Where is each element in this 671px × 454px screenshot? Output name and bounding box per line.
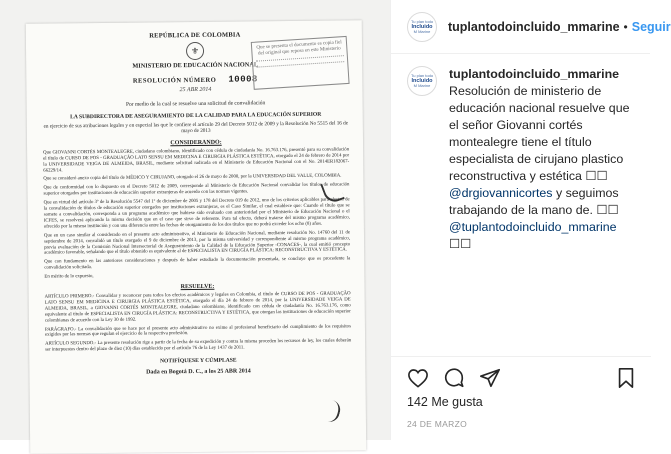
header-username[interactable]: tuplantodoincluido_mmarine	[448, 19, 620, 34]
share-icon[interactable]	[479, 367, 501, 389]
caption-text	[449, 66, 636, 380]
doc-sign-date: 25 ABR 2014	[217, 368, 251, 375]
mention-link[interactable]: @tuplantodoincluido_mmarine	[449, 220, 617, 234]
caption-emoji: ☐☐	[596, 203, 619, 217]
avatar-line-3: M Marine	[413, 28, 431, 34]
doc-paragraph: PARÁGRAFO.- La convalidación que se hace por el presente acto administrativo no exime al profesional beneficiario del cumplimiento de los requisitos exigidos por las normas que regulan el ejercicio de la respectiva profesión.	[44, 323, 351, 339]
comment-icon[interactable]	[443, 367, 465, 389]
avatar-line-1: Tu plan todo	[410, 73, 434, 78]
doc-ministry: MINISTERIO DE EDUCACIÓN NACIONAL	[132, 61, 259, 70]
doc-resuelve: RESUELVE:	[180, 283, 215, 291]
avatar-line-1: Tu plan todo	[410, 18, 434, 24]
doc-paragraph: ARTÍCULO PRIMERO.- Convalidar y reconocer para todos los efectos académicos y legales en Colombia, el título de CURSO DE POS - GRADUAÇÃO LATO SENSU EM MEDICINA E CIRURGIA PLÁSTICA ESTÉTICA, otorgado el día 24 de febrero de 2014, por la UNIVERSIDADE VEIGA DE ALMEIDA, BRASIL, a GIOVANNI CORTÉS MONTEALEGRE, ciudadano colombiano, identificado con cédula de ciudadanía No. 16.763.176, como equivalente al título de ESPECIALISTA EN CIRUGÍA PLÁSTICA: RECONSTRUCTIVA Y ESTÉTICA, que otorgan las instituciones de educación superior colombianas de acuerdo con la Ley 30 de 1992.	[44, 291, 351, 324]
certification-stamp	[251, 36, 350, 90]
doc-notifiquese: NOTIFÍQUESE Y CÚMPLASE	[159, 357, 237, 365]
doc-paragraph: ARTÍCULO SEGUNDO.- La presente resolución rige a partir de la fecha de su expedición y contra la misma proceden los recursos de ley, los cuales deberán ser interpuestos dentro del plazo de diez (10) días establecido por el artículo 76 de la Ley 1437 de 2011.	[45, 338, 352, 353]
avatar[interactable]	[407, 12, 437, 42]
caption-body-2: y seguimos trabajando de la mano de.	[449, 186, 619, 217]
doc-paragraph: Que en virtud del artículo 3º de la Resolución 5547 del 1º de diciembre de 2005 y 178 del Decreto 019 de 2012, uno de los criterios aplicables para efectos de la convalidación de títulos de educación superior otorgados por instituciones extranjeras, es el Caso Similar, el cual establece que: Cuando el título que se somete a convalidación, corresponda a un programa académico que hubiese sido evaluado con anterioridad por el Ministerio de Educación Nacional o el ICFES, se resolverá aplicando la misma decisión que en el caso que sirve de referente. Para tal efecto, deberá tratarse del mismo programa académico, ofrecido por la misma institución y con una diferencia entre las fechas de otorgamiento de los dos títulos que no podrá exceder los ocho (8) años.	[43, 197, 350, 230]
doc-considerando: CONSIDERANDO:	[170, 139, 222, 147]
avatar[interactable]	[407, 66, 437, 96]
caption-username[interactable]: tuplantodoincluido_mmarine	[449, 67, 620, 81]
avatar-line-3: M Marine	[413, 83, 431, 88]
post-header	[391, 0, 671, 54]
doc-por-medio: Por medio de la cual se resuelve una solicitud de convalidación	[125, 100, 266, 108]
doc-resolution-label: RESOLUCIÓN NÚMERO	[132, 76, 217, 85]
handwritten-mark	[323, 399, 342, 424]
follow-button[interactable]: Seguir	[631, 19, 671, 34]
separator-dot: •	[623, 19, 628, 34]
caption-emoji: ☐☐	[585, 169, 608, 183]
doc-paragraph: Que de conformidad con lo dispuesto en el Decreto 5012 de 2009, corresponde al Ministerio de Educación Nacional convalidar los títulos de educación superior otorgados por instituciones de educación superior extranjeras de acuerdo con las normas vigentes.	[43, 182, 350, 197]
caption-section	[391, 54, 650, 380]
doc-heading-sub: en ejercicio de sus atribuciones legales y en especial las que le confiere el artículo 29 del Decreto 5012 de 2009 y la Resolución No 5515 del 16 de mayo de 2013	[43, 120, 349, 135]
doc-resolution-number: 10008	[228, 74, 258, 85]
doc-paragraph: Que con fundamento en las anteriores consideraciones y después de haber estudiado la documentación presentada, se concluye que es procedente la convalidación solicitada.	[44, 256, 351, 271]
avatar-line-2: Incluido	[411, 78, 433, 84]
doc-dada: Dada en Bogotá D. C., a los	[146, 368, 216, 376]
post-date[interactable]: 24 DE MARZO	[407, 419, 467, 429]
doc-paragraph: Que en un caso similar al considerado en el presente acto administrativo, el Ministerio de Educación Nacional, mediante resolución No. 14760 del 11 de septiembre de 2014, convalidó un título otorgado el 9 de diciembre de 2013, por la misma universidad y correspondiente al mismo programa académico, previa evaluación de la Comisión Nacional Intersectorial de Aseguramiento de la Calidad de la Educación Superior -CONACES-, la cual emitió concepto académico favorable, señalando que el título obtenido es equivalente al de ESPECIALISTA EN CIRUGÍA PLÁSTICA: RECONSTRUCTIVA Y ESTÉTICA.	[43, 230, 351, 256]
likes-count[interactable]: 142 Me gusta	[407, 395, 483, 409]
caption-emoji: ☐☐	[449, 237, 472, 251]
resolution-document	[26, 20, 366, 453]
avatar-line-2: Incluido	[411, 23, 433, 30]
bookmark-icon[interactable]	[617, 367, 635, 389]
doc-heading: LA SUBDIRECTORA DE ASEGURAMIENTO DE LA CALIDAD PARA LA EDUCACIÓN SUPERIOR	[70, 111, 322, 121]
heart-icon[interactable]	[407, 368, 429, 388]
post-sidebar	[390, 0, 671, 440]
stamp-text: Que se presenta el documento es copia fiel del original que reposa en este Ministerio	[256, 40, 342, 57]
caption-body: Resolución de ministerio de educación nacional resuelve que el señor Giovanni cortés montealegre tiene el título especialista de cirujano plastico reconstructiva y estética	[449, 84, 630, 183]
doc-paragraph: Que se consideró anexo copia del título de MÉDICO Y CIRUJANO, otorgado el 26 de mayo de 2000, por la UNIVERSIDAD DEL VALLE, COLOMBIA.	[43, 173, 342, 183]
doc-date-stamp: 25 ABR 2014	[179, 86, 212, 94]
doc-republic: REPÚBLICA DE COLOMBIA	[149, 31, 241, 40]
doc-sign-line	[45, 368, 351, 377]
mention-link[interactable]: @drgiovannicortes	[449, 186, 553, 200]
coat-of-arms-icon: ⚜	[186, 42, 204, 60]
doc-paragraph: En mérito de lo expuesto,	[44, 274, 94, 280]
doc-paragraph: Que GIOVANNI CORTÉS MONTEALEGRE, ciudadano colombiano, identificado con cédula de ciudadanía No. 16.763.176, presentó para su convalidación el título de CURSO DE POS - GRADUAÇÃO LATO SENSU EM MEDICINA E CIRURGIA PLÁSTICA ESTÉTICA, otorgado el 24 de febrero de 2014 por la UNIVERSIDADE VEIGA DE ALMEIDA, BRASIL, mediante solicitud radicada en el Ministerio de Educación Nacional con el No. 2014ER182067-66229/14.	[43, 147, 350, 174]
action-bar	[407, 365, 635, 391]
post-actions	[391, 356, 651, 429]
